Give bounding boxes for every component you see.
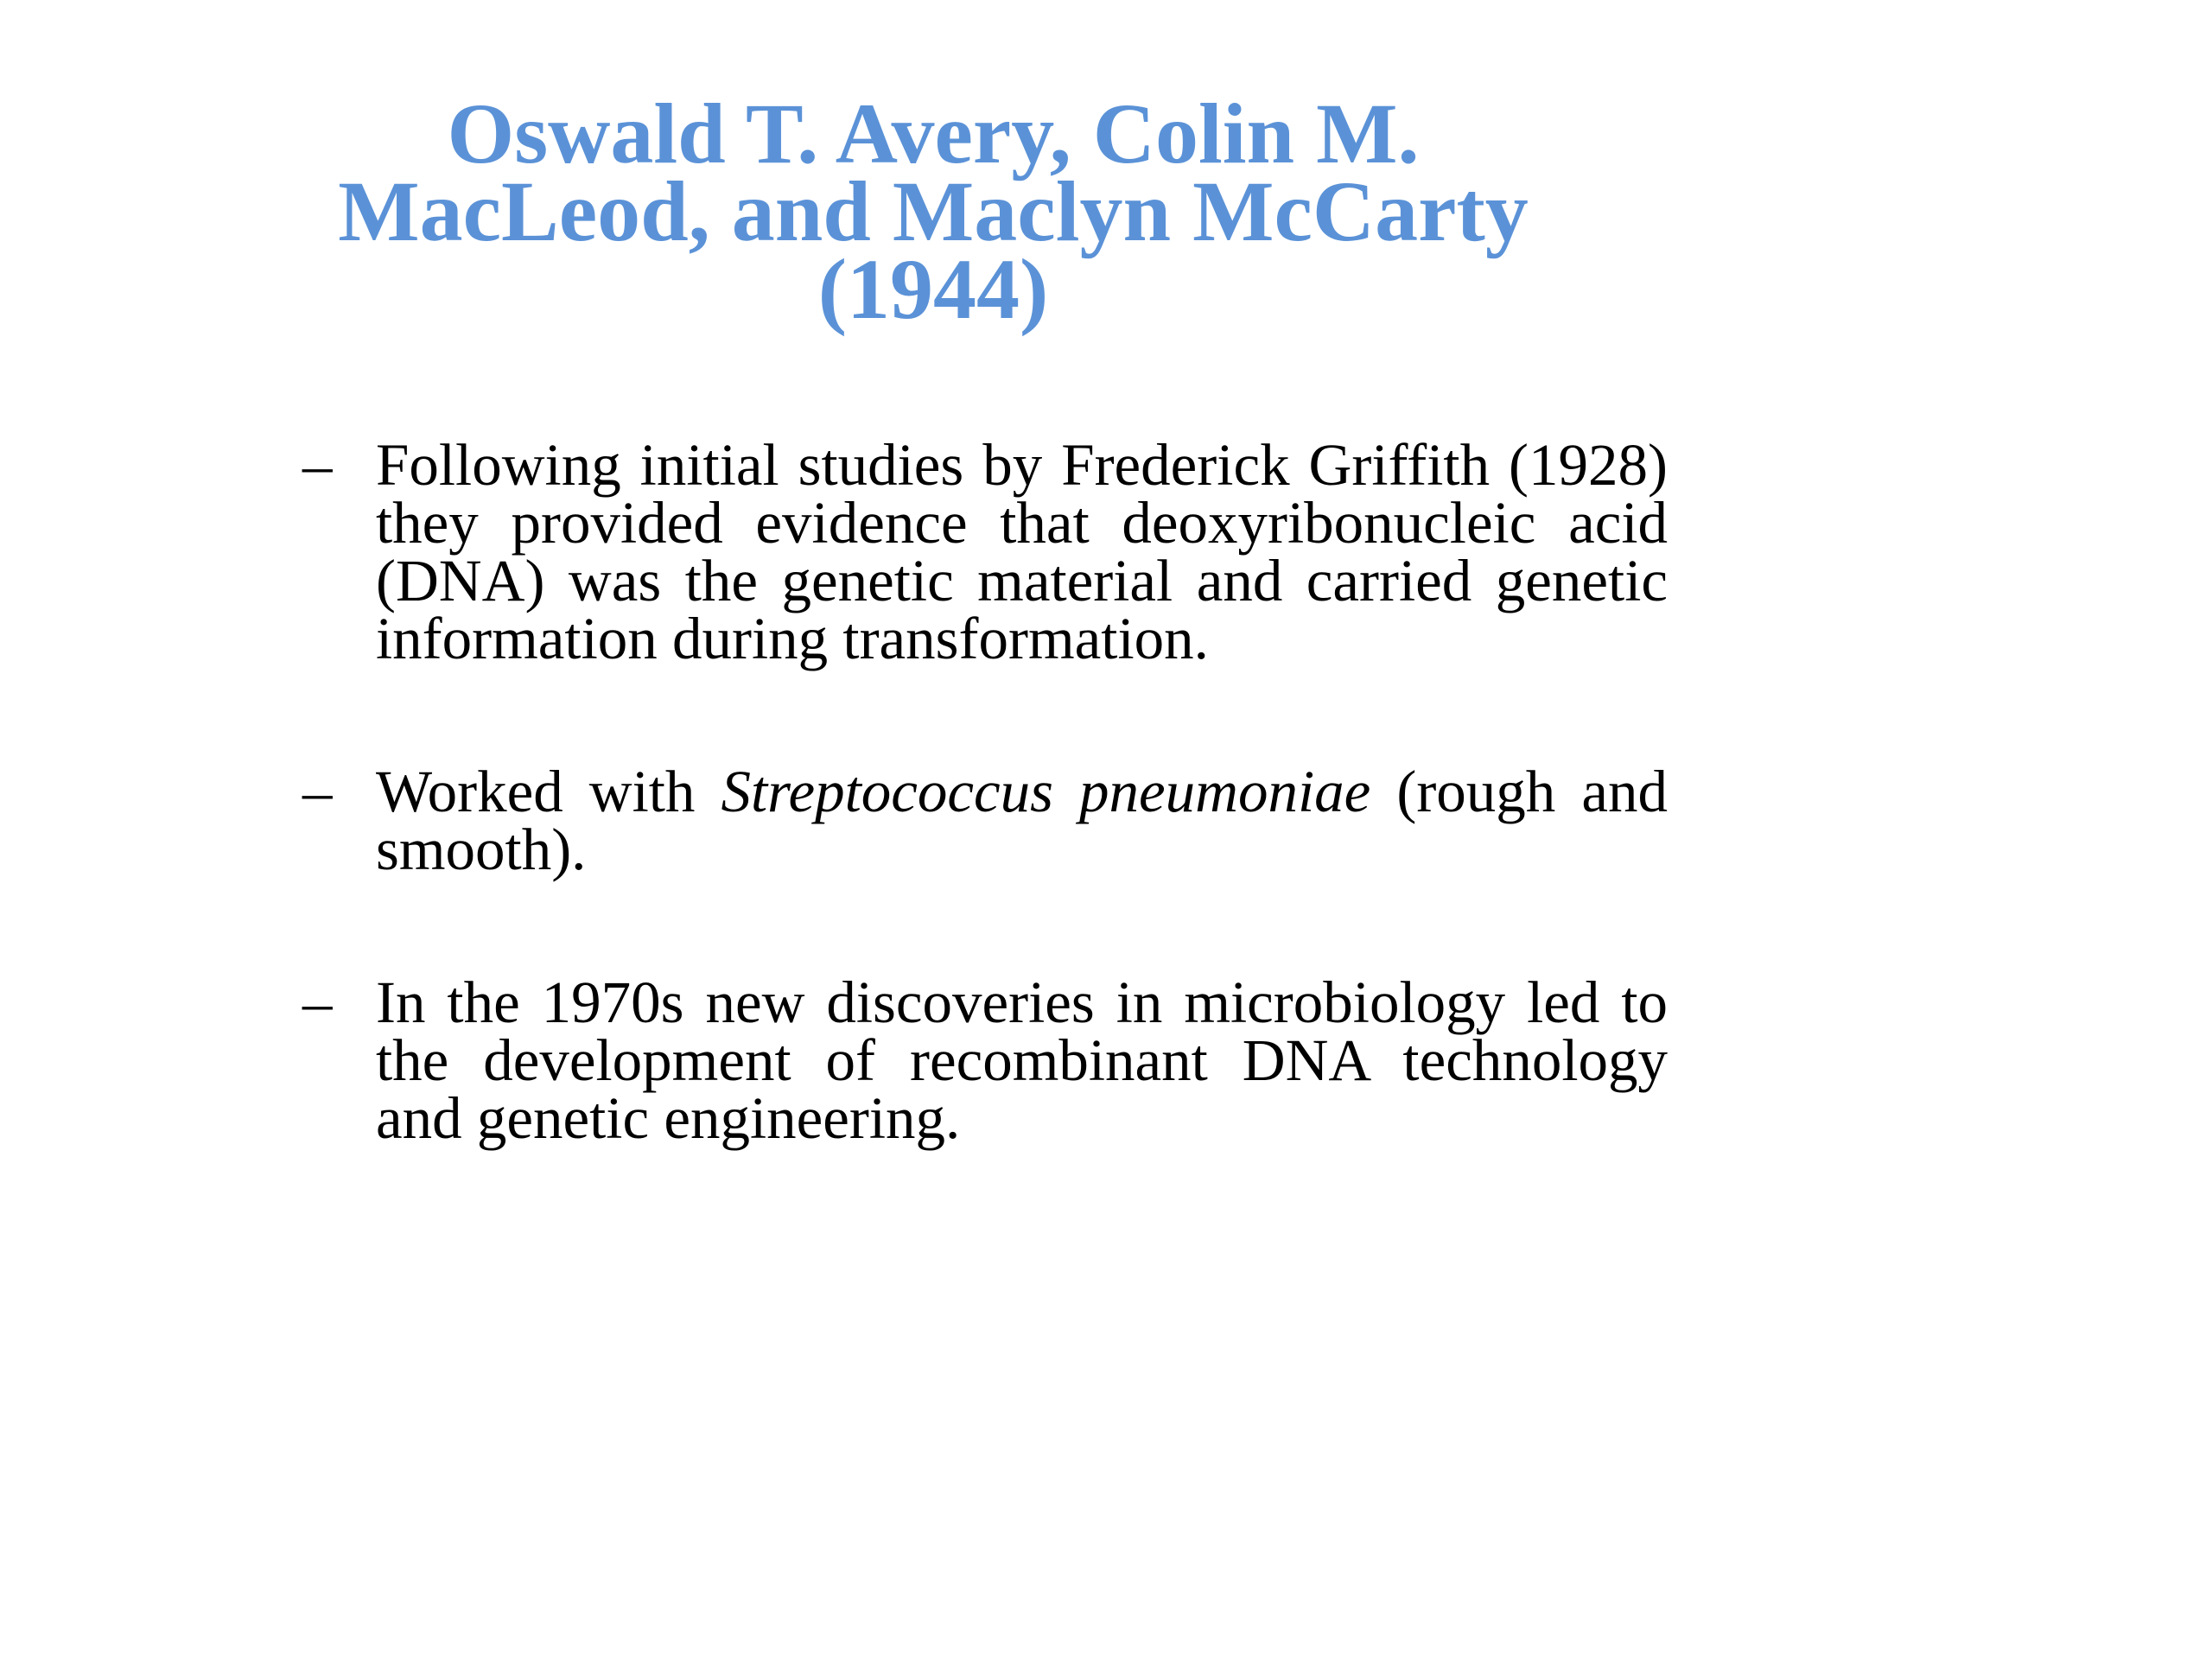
bullet-text: Following initial studies by Frederick Griffith (1928) they provided evidence that deoxyribonucleic acid (DNA) was the genetic material and carried genetic information during transformation.	[376, 432, 1668, 671]
dash-bullet-icon: –	[302, 432, 333, 498]
title-line-2: MacLeod, and Maclyn McCarty	[338, 163, 1529, 259]
bullet-item-recombinant-dna	[294, 969, 1668, 1151]
bullet-text: In the 1970s new discoveries in microbiology led to the development of recombinant DNA technology and genetic engineering.	[376, 969, 1668, 1151]
slide-title	[242, 86, 1624, 337]
bullet-text	[376, 759, 1668, 882]
bullet-list	[294, 432, 1668, 1243]
title-line-3: (1944)	[817, 241, 1049, 337]
dash-bullet-icon: –	[302, 969, 333, 1035]
bullet-text-start: Worked with	[376, 759, 721, 824]
species-name: Streptococcus pneumoniae	[721, 759, 1371, 824]
bullet-text-end: (rough and smooth).	[376, 759, 1668, 882]
bullet-item-griffith	[294, 432, 1668, 671]
title-line-1: Oswald T. Avery, Colin M.	[447, 86, 1420, 181]
bullet-item-streptococcus	[294, 759, 1668, 882]
dash-bullet-icon: –	[302, 759, 333, 824]
